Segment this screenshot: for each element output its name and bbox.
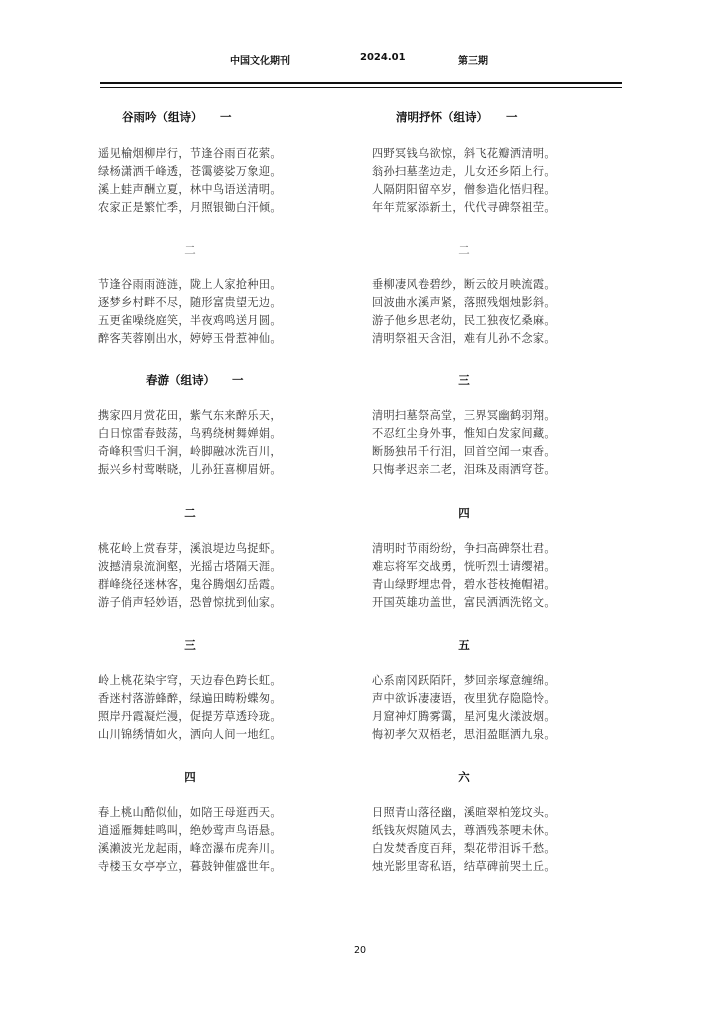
page-number: 20	[353, 945, 367, 956]
verse-line: 白日惊雷春鼓荡，鸟鸦绕树舞婵娟。	[98, 427, 282, 440]
issue-number: 第三期	[458, 56, 488, 67]
stanza	[372, 407, 602, 479]
section-number: 三	[184, 638, 196, 652]
verse-line: 四野冥钱乌欲惊，斜飞花瓣洒清明。	[372, 147, 556, 160]
section-number: 二	[184, 243, 196, 257]
stanza	[372, 276, 602, 348]
stanza	[98, 540, 328, 612]
poem-part-number: 一	[220, 110, 232, 124]
verse-line: 节逢谷雨雨涟涟，陇上人家抢种田。	[98, 278, 282, 291]
poem-part-number: 一	[232, 373, 244, 387]
verse-line: 遥见榆烟柳岸行，节逢谷雨百花萦。	[98, 147, 282, 160]
verse-line: 农家正是繁忙季，月照银锄白汗倾。	[98, 201, 282, 214]
verse-line: 清明祭祖天含泪，难有儿孙不念家。	[372, 332, 556, 345]
verse-line: 月窟神灯腾雾霭，星河鬼火漾波烟。	[372, 710, 556, 723]
section-number: 六	[458, 770, 470, 784]
verse-line: 开国英雄功盖世，富民洒洒洗铭文。	[372, 596, 556, 609]
verse-line: 山川锦绣情如火，洒向人间一地红。	[98, 728, 282, 741]
verse-line: 只悔孝迟亲二老，泪珠及雨洒穹苍。	[372, 463, 556, 476]
poem-part-number: 一	[506, 110, 518, 124]
journal-name: 中国文化期刊	[230, 56, 290, 67]
verse-line: 醉客芙蓉刚出水，婷婷玉骨惹神仙。	[98, 332, 282, 345]
verse-line: 逍遥雁舞蛙鸣叫，绝妙莺声鸟语悬。	[98, 824, 282, 837]
verse-line: 奇峰积雪归千涧，岭脚融冰洗百川，	[98, 445, 282, 458]
verse-line: 游子俏声轻妙语，恐曾惊扰到仙家。	[98, 596, 282, 609]
verse-line: 翁孙扫墓垄边走，儿女还乡陌上行。	[372, 165, 556, 178]
verse-line: 携家四月赏花田，紫气东来醉乐天，	[98, 409, 282, 422]
verse-line: 振兴乡村莺啭晓，儿孙狂喜柳眉妍。	[98, 463, 282, 476]
verse-line: 年年荒冢添新土，代代寻碑祭祖茔。	[372, 201, 556, 214]
verse-line: 照岸丹霞凝烂漫，促提芳草透玲珑。	[98, 710, 282, 723]
verse-line: 回波曲水溪声紧，落照残烟烛影斜。	[372, 296, 556, 309]
stanza	[98, 145, 328, 217]
poem-title-guyu	[98, 109, 318, 127]
verse-line: 不忍红尘身外事，惟知白发家间藏。	[372, 427, 556, 440]
stanza	[98, 672, 328, 744]
verse-line: 香迷村落游蜂醉，绿遍田畴粉蝶匆。	[98, 692, 282, 705]
verse-line: 桃花岭上赏春芽，溪浪堤边鸟捉虾。	[98, 542, 282, 555]
section-number: 四	[184, 770, 196, 784]
stanza	[372, 672, 602, 744]
verse-line: 清明扫墓祭高堂，三界冥幽鹤羽翔。	[372, 409, 556, 422]
section-number: 二	[184, 506, 196, 520]
running-header	[0, 52, 720, 68]
verse-line: 垂柳凄风卷碧纱，断云皎月映流霞。	[372, 278, 556, 291]
header-rule-thin	[100, 87, 622, 88]
poem-title-text: 谷雨吟（组诗）	[122, 110, 203, 124]
verse-line: 春上桃山酷似仙，如陪王母逛西天。	[98, 806, 282, 819]
poem-title-text: 清明抒怀（组诗）	[396, 110, 488, 124]
poem-title-text: 春游（组诗）	[146, 373, 215, 387]
stanza	[98, 276, 328, 348]
verse-line: 青山绿野埋忠骨，碧水苍枝掩帽裙。	[372, 578, 556, 591]
verse-line: 五更雀噪绕庭笑，半夜鸡鸣送月圆。	[98, 314, 282, 327]
verse-line: 难忘将军交战勇，恍听烈士请缨裙。	[372, 560, 556, 573]
verse-line: 寺楼玉女亭亭立，暮鼓钟催盛世年。	[98, 860, 282, 873]
stanza	[372, 540, 602, 612]
verse-line: 绿杨潇洒千峰透，苍霭婆娑万象迎。	[98, 165, 282, 178]
section-number: 五	[458, 638, 470, 652]
section-number: 三	[458, 373, 470, 387]
verse-line: 心系南冈跃陌阡，梦回亲塚意缠绵。	[372, 674, 556, 687]
verse-line: 溪濑波光龙起雨，峰峦瀑布虎奔川。	[98, 842, 282, 855]
header-rule-thick	[100, 82, 622, 84]
poem-title-qingming	[372, 109, 592, 127]
stanza	[372, 145, 602, 217]
stanza	[98, 407, 328, 479]
issue-date: 2024.01	[360, 52, 406, 63]
stanza	[372, 804, 602, 876]
verse-line: 清明时节雨纷纷，争扫高碑祭壮君。	[372, 542, 556, 555]
verse-line: 声中欲诉凄凄语，夜里犹存隐隐怜。	[372, 692, 556, 705]
verse-line: 溪上蛙声酬立夏，林中鸟语送清明。	[98, 183, 282, 196]
section-number: 二	[458, 243, 470, 257]
verse-line: 游子他乡思老幼，民工独夜忆桑麻。	[372, 314, 556, 327]
verse-line: 纸钱灰烬随风去，尊酒残茶哽未休。	[372, 824, 556, 837]
verse-line: 白发焚香度百拜，梨花带泪诉千愁。	[372, 842, 556, 855]
verse-line: 逐梦乡村畔不尽，随形富贵望无边。	[98, 296, 282, 309]
poem-title-chunyou	[98, 372, 318, 390]
verse-line: 群峰绕径迷林客，鬼谷腾烟幻岳霞。	[98, 578, 282, 591]
verse-line: 岭上桃花染宇穹，天边春色跨长虹。	[98, 674, 282, 687]
verse-line: 人隔阴阳留卒岁，僧参造化悟归程。	[372, 183, 556, 196]
verse-line: 悔初孝欠双梧老，思泪盈眶洒九泉。	[372, 728, 556, 741]
stanza	[98, 804, 328, 876]
verse-line: 断肠独吊千行泪，回首空闻一束香。	[372, 445, 556, 458]
verse-line: 烛光影里寄私语，结草碑前哭土丘。	[372, 860, 556, 873]
verse-line: 日照青山落径幽，溪暄翠柏笼坟头。	[372, 806, 556, 819]
section-number: 四	[458, 506, 470, 520]
verse-line: 波撼清泉流涧壑，光摇古塔隔天涯。	[98, 560, 282, 573]
